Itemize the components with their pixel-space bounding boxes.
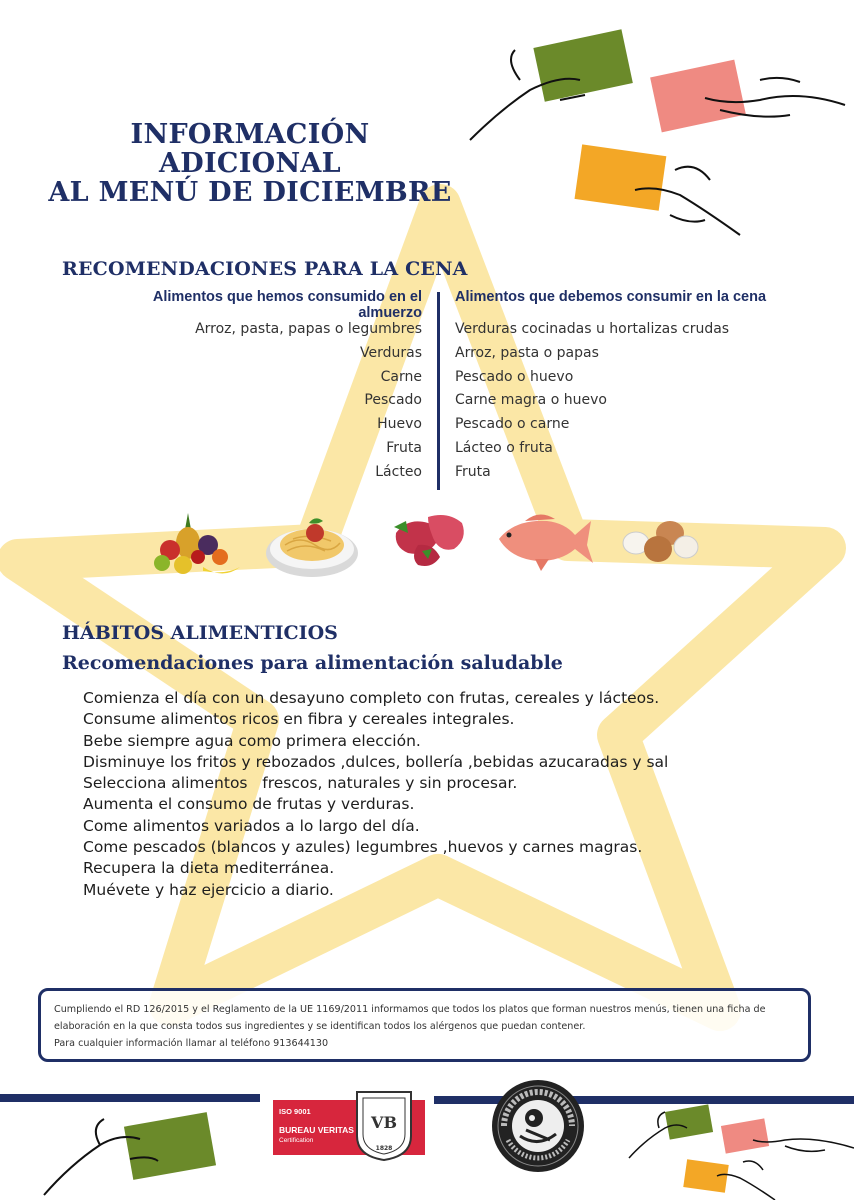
list-item: Aumenta el consumo de frutas y verduras.	[83, 795, 415, 814]
footer-line-left	[0, 1094, 260, 1102]
list-item: Come alimentos variados a lo largo del día.	[83, 816, 420, 835]
legal-notice-box	[38, 988, 811, 1062]
allergy-protection-seal-icon	[490, 1078, 586, 1174]
pink-card-icon	[650, 60, 845, 133]
list-item: Fruta	[455, 463, 491, 480]
bureau-veritas-seal-icon	[353, 1088, 415, 1162]
svg-text:VB: VB	[371, 1113, 397, 1132]
page-title-line1: INFORMACIÓN ADICIONAL	[130, 119, 370, 179]
iso-label: ISO 9001	[279, 1107, 311, 1116]
list-item: Lácteo	[375, 463, 422, 480]
list-item: Huevo	[377, 416, 422, 433]
list-item: Muévete y haz ejercicio a diario.	[83, 880, 334, 899]
cena-section-title: RECOMENDACIONES PARA LA CENA	[62, 258, 468, 280]
dinner-foods-list	[455, 318, 815, 485]
meat-icon	[388, 505, 473, 575]
svg-text:1828: 1828	[375, 1145, 393, 1152]
legal-text-line3: Para cualquier información llamar al teléfono 913644130	[54, 1038, 329, 1049]
page-title	[40, 120, 460, 207]
eggs-icon	[618, 505, 700, 567]
list-item: Lácteo o fruta	[455, 439, 553, 456]
list-item: Verduras cocinadas u hortalizas crudas	[455, 321, 730, 337]
list-item: Arroz, pasta o papas	[455, 344, 599, 361]
green-card-icon	[470, 29, 633, 140]
list-item: Pescado o huevo	[455, 368, 574, 385]
bureau-veritas-label: BUREAU VERITAS	[279, 1125, 354, 1135]
fish-icon	[495, 505, 595, 575]
habitos-section-title: HÁBITOS ALIMENTICIOS	[62, 622, 338, 644]
list-item: Consume alimentos ricos en fibra y cereales integrales.	[83, 710, 515, 729]
list-item: Carne magra o huevo	[455, 392, 607, 409]
certification-label: Certification	[279, 1137, 314, 1144]
hands-cards-footer-illustration	[625, 1100, 854, 1200]
spaghetti-icon	[265, 505, 360, 583]
dinner-column-header: Alimentos que debemos consumir en la cena	[455, 289, 767, 305]
iso-9001-badge	[273, 1100, 425, 1155]
lunch-column-header: Alimentos que hemos consumido en el almuerzo	[152, 289, 422, 321]
page-title-line2: AL MENÚ DE DICIEMBRE	[48, 177, 452, 208]
habitos-section-subtitle: Recomendaciones para alimentación saludable	[62, 652, 563, 674]
list-item: Recupera la dieta mediterránea.	[83, 859, 335, 878]
list-item: Bebe siempre agua como primera elección.	[83, 731, 421, 750]
hand-green-card-illustration	[40, 1105, 220, 1200]
list-item: Comienza el día con un desayuno completo con frutas, cereales y lácteos.	[83, 689, 660, 707]
lunch-foods-list	[120, 318, 422, 485]
list-item: Pescado	[364, 392, 422, 409]
list-item: Come pescados (blancos y azules) legumbres ,huevos y carnes magras.	[83, 838, 643, 857]
list-item: Disminuye los fritos y rebozados ,dulces, bollería ,bebidas azucaradas y sal	[83, 752, 669, 771]
list-item: Arroz, pasta, papas o legumbres	[195, 321, 422, 337]
list-item: Fruta	[386, 439, 422, 456]
column-divider	[437, 292, 440, 490]
hands-cards-illustration	[460, 20, 854, 250]
list-item: Selecciona alimentos frescos, naturales y sin procesar.	[83, 774, 518, 793]
list-item: Verduras	[359, 344, 422, 361]
orange-card-icon	[575, 144, 740, 235]
legal-text-line1: Cumpliendo el RD 126/2015 y el Reglamento de la UE 1169/2011 informamos que todos los platos que forman nuestros menús, tienen una ficha de	[54, 1004, 766, 1015]
fruit-basket-icon	[148, 505, 243, 583]
list-item: Pescado o carne	[455, 416, 570, 433]
habits-list	[83, 688, 668, 901]
list-item: Carne	[380, 368, 422, 385]
legal-text-line2: elaboración en la que consta todos sus ingredientes y se identifican todos los alérgenos que puedan contener.	[54, 1021, 586, 1032]
